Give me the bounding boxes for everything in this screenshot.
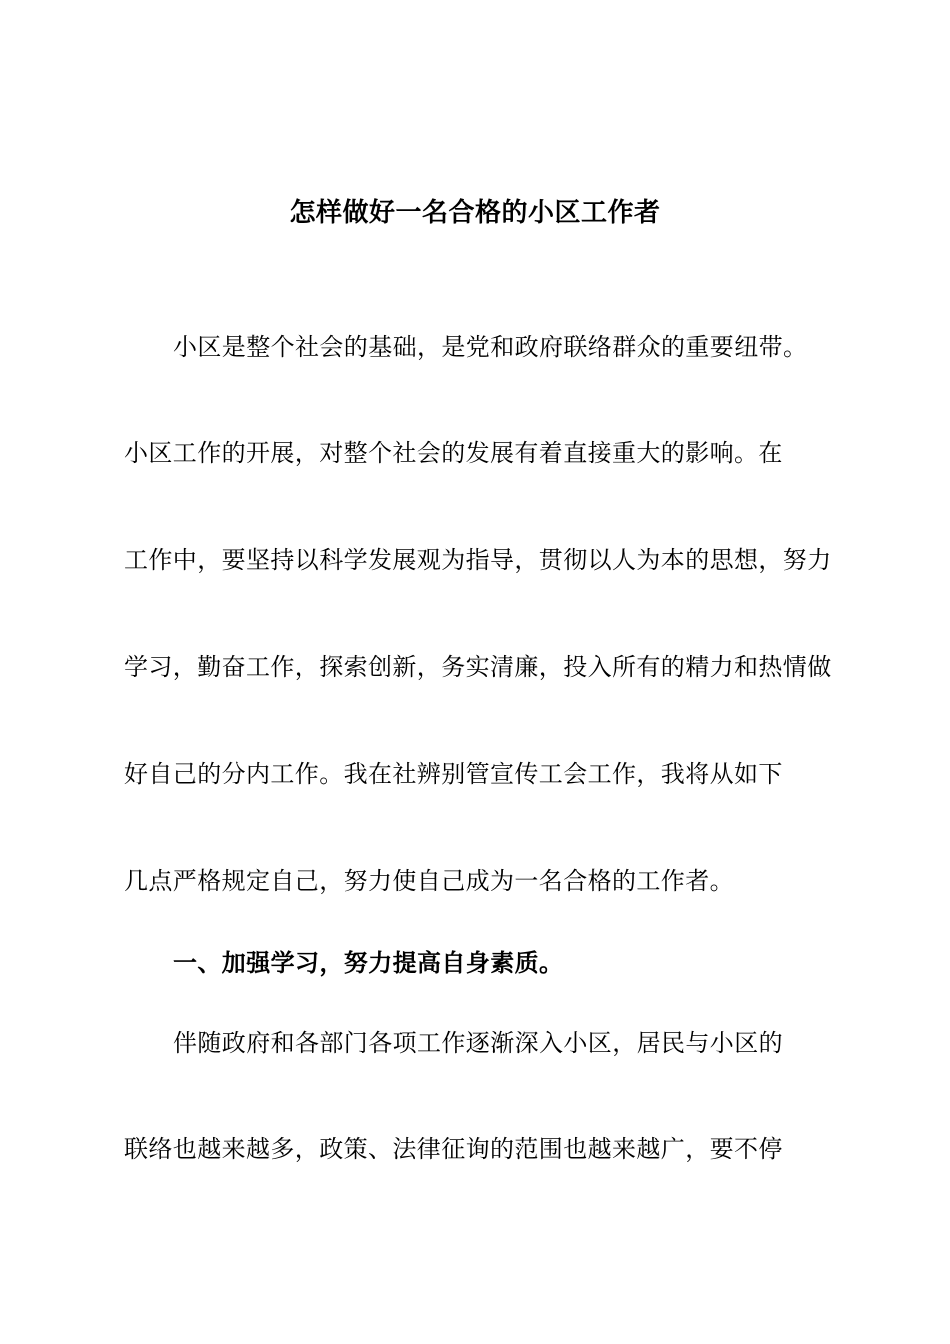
paragraph-1-line-6: 几点严格规定自己，努力使自己成为一名合格的工作者。 — [124, 867, 734, 895]
paragraph-1-line-5: 好自己的分内工作。我在社辨别管宣传工会工作，我将从如下 — [124, 760, 783, 788]
paragraph-2-line-1: 伴随政府和各部门各项工作逐渐深入小区，居民与小区的 — [173, 1029, 783, 1057]
document-title: 怎样做好一名合格的小区工作者 — [289, 198, 661, 228]
section-1-heading: 一、加强学习，努力提高自身素质。 — [173, 948, 564, 977]
paragraph-1-line-2: 小区工作的开展，对整个社会的发展有着直接重大的影响。在 — [124, 439, 783, 467]
paragraph-2-line-2: 联络也越来越多，政策、法律征询的范围也越来越广，要不停 — [124, 1135, 783, 1163]
paragraph-1-line-1: 小区是整个社会的基础，是党和政府联络群众的重要纽带。 — [173, 333, 808, 361]
paragraph-1-line-4: 学习，勤奋工作，探索创新，务实清廉，投入所有的精力和热情做 — [124, 653, 832, 681]
paragraph-1-line-3: 工作中，要坚持以科学发展观为指导，贯彻以人为本的思想，努力 — [124, 546, 832, 574]
